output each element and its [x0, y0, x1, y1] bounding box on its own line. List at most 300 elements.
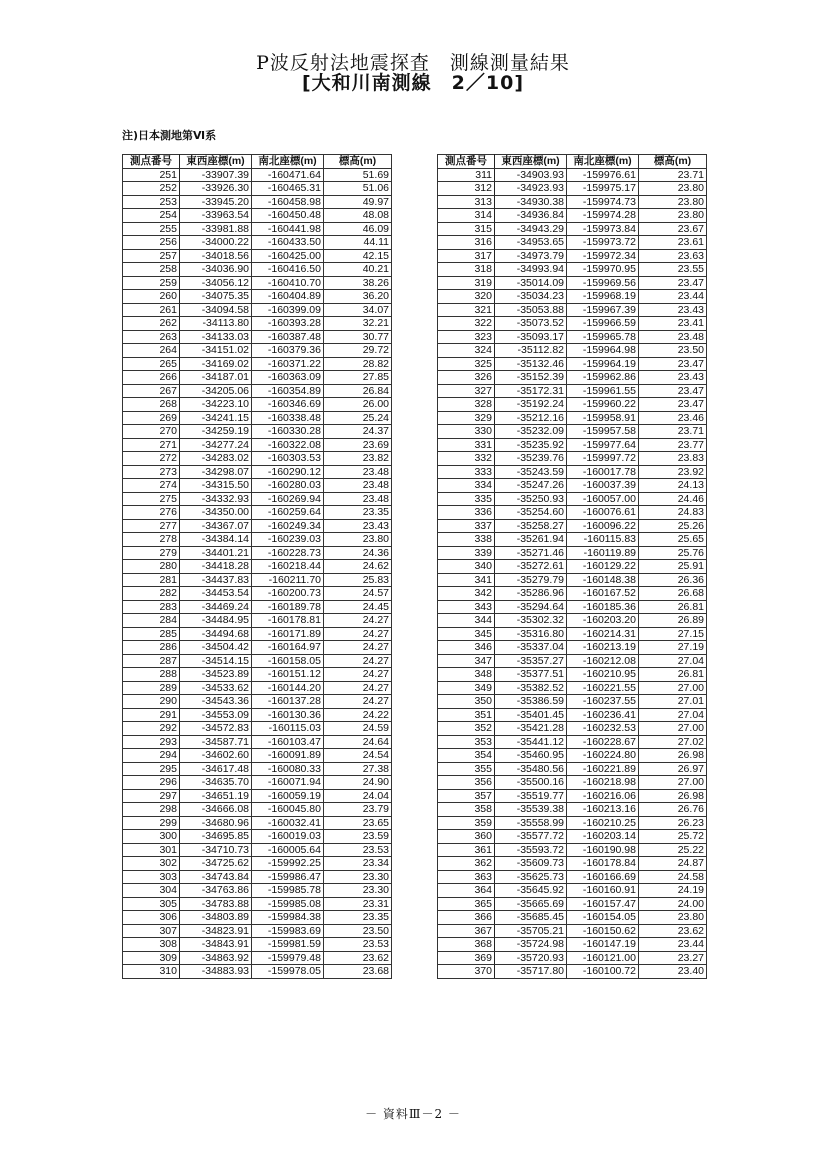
cell-east-west: -34803.89 [180, 911, 252, 925]
cell-point-number: 336 [438, 506, 495, 520]
cell-point-number: 356 [438, 776, 495, 790]
cell-point-number: 283 [123, 600, 180, 614]
cell-east-west: -34533.62 [180, 681, 252, 695]
cell-north-south: -160322.08 [252, 438, 324, 452]
cell-east-west: -34763.86 [180, 884, 252, 898]
cell-north-south: -160416.50 [252, 263, 324, 277]
table-row [438, 317, 707, 331]
cell-east-west: -35053.88 [495, 303, 567, 317]
table-row [123, 884, 392, 898]
cell-east-west: -35279.79 [495, 573, 567, 587]
cell-elevation: 24.59 [324, 722, 392, 736]
cell-point-number: 298 [123, 803, 180, 817]
cell-north-south: -160129.22 [567, 560, 639, 574]
table-row [438, 344, 707, 358]
cell-point-number: 253 [123, 195, 180, 209]
cell-point-number: 280 [123, 560, 180, 574]
table-row [438, 897, 707, 911]
cell-elevation: 30.77 [324, 330, 392, 344]
cell-north-south: -160119.89 [567, 546, 639, 560]
cell-point-number: 255 [123, 222, 180, 236]
table-row [123, 357, 392, 371]
cell-point-number: 261 [123, 303, 180, 317]
cell-north-south: -160387.48 [252, 330, 324, 344]
table-row [438, 425, 707, 439]
table-row [123, 587, 392, 601]
cell-east-west: -35034.23 [495, 290, 567, 304]
cell-north-south: -160338.48 [252, 411, 324, 425]
cell-east-west: -33907.39 [180, 168, 252, 182]
cell-north-south: -160059.19 [252, 789, 324, 803]
cell-east-west: -35112.82 [495, 344, 567, 358]
cell-north-south: -160249.34 [252, 519, 324, 533]
table-row [123, 857, 392, 871]
cell-point-number: 360 [438, 830, 495, 844]
cell-elevation: 23.47 [639, 357, 707, 371]
cell-north-south: -160005.64 [252, 843, 324, 857]
cell-east-west: -34635.70 [180, 776, 252, 790]
cell-north-south: -160203.20 [567, 614, 639, 628]
cell-east-west: -35720.93 [495, 951, 567, 965]
cell-elevation: 24.27 [324, 668, 392, 682]
table-row [438, 438, 707, 452]
cell-north-south: -159973.84 [567, 222, 639, 236]
cell-point-number: 350 [438, 695, 495, 709]
cell-north-south: -159974.73 [567, 195, 639, 209]
cell-north-south: -160228.73 [252, 546, 324, 560]
cell-east-west: -35724.98 [495, 938, 567, 952]
cell-elevation: 38.26 [324, 276, 392, 290]
cell-east-west: -34418.28 [180, 560, 252, 574]
cell-point-number: 312 [438, 182, 495, 196]
cell-elevation: 23.61 [639, 236, 707, 250]
table-row [438, 951, 707, 965]
cell-north-south: -159967.39 [567, 303, 639, 317]
cell-east-west: -34332.93 [180, 492, 252, 506]
cell-elevation: 26.97 [639, 762, 707, 776]
cell-elevation: 23.80 [639, 209, 707, 223]
cell-east-west: -35337.04 [495, 641, 567, 655]
table-row [438, 533, 707, 547]
cell-elevation: 23.59 [324, 830, 392, 844]
cell-elevation: 23.43 [639, 303, 707, 317]
table-row [123, 614, 392, 628]
table-row [438, 681, 707, 695]
table-row [438, 668, 707, 682]
cell-elevation: 26.98 [639, 789, 707, 803]
cell-east-west: -34572.83 [180, 722, 252, 736]
table-row [123, 303, 392, 317]
table-row [438, 789, 707, 803]
cell-elevation: 23.71 [639, 425, 707, 439]
cell-east-west: -35212.16 [495, 411, 567, 425]
table-row [438, 222, 707, 236]
cell-east-west: -35294.64 [495, 600, 567, 614]
cell-elevation: 24.58 [639, 870, 707, 884]
cell-elevation: 26.81 [639, 600, 707, 614]
cell-elevation: 23.62 [639, 924, 707, 938]
cell-east-west: -35539.38 [495, 803, 567, 817]
cell-east-west: -34401.21 [180, 546, 252, 560]
cell-north-south: -160237.55 [567, 695, 639, 709]
cell-elevation: 27.04 [639, 654, 707, 668]
table-row [123, 708, 392, 722]
cell-elevation: 23.47 [639, 276, 707, 290]
cell-east-west: -34056.12 [180, 276, 252, 290]
cell-north-south: -160158.05 [252, 654, 324, 668]
cell-point-number: 259 [123, 276, 180, 290]
cell-north-south: -159958.91 [567, 411, 639, 425]
cell-east-west: -34036.90 [180, 263, 252, 277]
table-row [123, 924, 392, 938]
table-row [438, 587, 707, 601]
cell-elevation: 23.47 [639, 384, 707, 398]
cell-north-south: -160458.98 [252, 195, 324, 209]
cell-elevation: 28.82 [324, 357, 392, 371]
cell-point-number: 333 [438, 465, 495, 479]
table-row [123, 465, 392, 479]
cell-point-number: 266 [123, 371, 180, 385]
cell-north-south: -159964.19 [567, 357, 639, 371]
cell-east-west: -34710.73 [180, 843, 252, 857]
table-row [123, 762, 392, 776]
table-row [438, 762, 707, 776]
cell-north-south: -160185.36 [567, 600, 639, 614]
cell-elevation: 51.06 [324, 182, 392, 196]
table-row [438, 492, 707, 506]
cell-north-south: -160032.41 [252, 816, 324, 830]
table-row [123, 425, 392, 439]
cell-point-number: 315 [438, 222, 495, 236]
cell-north-south: -159973.72 [567, 236, 639, 250]
table-row [123, 492, 392, 506]
cell-point-number: 304 [123, 884, 180, 898]
cell-east-west: -35132.46 [495, 357, 567, 371]
cell-point-number: 310 [123, 965, 180, 979]
table-row [438, 560, 707, 574]
cell-north-south: -159977.64 [567, 438, 639, 452]
cell-point-number: 293 [123, 735, 180, 749]
cell-east-west: -35152.39 [495, 371, 567, 385]
cell-east-west: -35421.28 [495, 722, 567, 736]
cell-point-number: 270 [123, 425, 180, 439]
cell-north-south: -159984.38 [252, 911, 324, 925]
table-row [123, 317, 392, 331]
header-elevation: 標高(m) [639, 155, 707, 169]
cell-point-number: 366 [438, 911, 495, 925]
cell-east-west: -33926.30 [180, 182, 252, 196]
cell-north-south: -159968.19 [567, 290, 639, 304]
cell-point-number: 341 [438, 573, 495, 587]
cell-elevation: 24.64 [324, 735, 392, 749]
cell-north-south: -160211.70 [252, 573, 324, 587]
table-row [123, 276, 392, 290]
cell-elevation: 23.43 [324, 519, 392, 533]
cell-east-west: -34823.91 [180, 924, 252, 938]
cell-north-south: -160303.53 [252, 452, 324, 466]
cell-north-south: -160164.97 [252, 641, 324, 655]
cell-elevation: 24.27 [324, 681, 392, 695]
cell-north-south: -159960.22 [567, 398, 639, 412]
cell-north-south: -159985.78 [252, 884, 324, 898]
table-row [438, 965, 707, 979]
survey-table-right [437, 154, 707, 979]
cell-east-west: -34553.09 [180, 708, 252, 722]
cell-point-number: 294 [123, 749, 180, 763]
cell-north-south: -159972.34 [567, 249, 639, 263]
cell-north-south: -160410.70 [252, 276, 324, 290]
cell-point-number: 334 [438, 479, 495, 493]
header-north-south: 南北座標(m) [252, 155, 324, 169]
cell-north-south: -160148.38 [567, 573, 639, 587]
table-row [123, 951, 392, 965]
cell-east-west: -35357.27 [495, 654, 567, 668]
cell-point-number: 292 [123, 722, 180, 736]
cell-east-west: -34094.58 [180, 303, 252, 317]
cell-point-number: 263 [123, 330, 180, 344]
cell-east-west: -34666.08 [180, 803, 252, 817]
cell-east-west: -34617.48 [180, 762, 252, 776]
header-point-number: 測点番号 [123, 155, 180, 169]
cell-point-number: 343 [438, 600, 495, 614]
cell-elevation: 26.98 [639, 749, 707, 763]
cell-north-south: -160171.89 [252, 627, 324, 641]
cell-east-west: -34367.07 [180, 519, 252, 533]
table-row [123, 830, 392, 844]
cell-elevation: 23.50 [324, 924, 392, 938]
cell-east-west: -34543.36 [180, 695, 252, 709]
table-row [123, 398, 392, 412]
table-row [123, 168, 392, 182]
table-row [123, 344, 392, 358]
cell-elevation: 25.22 [639, 843, 707, 857]
table-row [438, 249, 707, 263]
table-row [438, 303, 707, 317]
cell-east-west: -35254.60 [495, 506, 567, 520]
cell-elevation: 25.24 [324, 411, 392, 425]
cell-east-west: -35609.73 [495, 857, 567, 871]
cell-elevation: 23.27 [639, 951, 707, 965]
cell-point-number: 362 [438, 857, 495, 871]
cell-point-number: 302 [123, 857, 180, 871]
cell-north-south: -160019.03 [252, 830, 324, 844]
table-row [438, 884, 707, 898]
cell-elevation: 23.68 [324, 965, 392, 979]
table-row [123, 519, 392, 533]
cell-point-number: 329 [438, 411, 495, 425]
cell-point-number: 278 [123, 533, 180, 547]
cell-east-west: -34903.93 [495, 168, 567, 182]
cell-north-south: -160151.12 [252, 668, 324, 682]
table-row [438, 695, 707, 709]
cell-north-south: -160354.89 [252, 384, 324, 398]
cell-north-south: -159957.58 [567, 425, 639, 439]
table-row [123, 749, 392, 763]
cell-point-number: 265 [123, 357, 180, 371]
cell-point-number: 322 [438, 317, 495, 331]
cell-elevation: 27.00 [639, 722, 707, 736]
cell-point-number: 287 [123, 654, 180, 668]
cell-north-south: -159964.98 [567, 344, 639, 358]
cell-elevation: 24.45 [324, 600, 392, 614]
cell-east-west: -34602.60 [180, 749, 252, 763]
cell-point-number: 368 [438, 938, 495, 952]
cell-point-number: 321 [438, 303, 495, 317]
cell-east-west: -34725.62 [180, 857, 252, 871]
cell-north-south: -159986.47 [252, 870, 324, 884]
cell-east-west: -35232.09 [495, 425, 567, 439]
cell-elevation: 23.69 [324, 438, 392, 452]
cell-elevation: 23.43 [639, 371, 707, 385]
cell-elevation: 26.81 [639, 668, 707, 682]
cell-north-south: -160363.09 [252, 371, 324, 385]
cell-east-west: -34953.65 [495, 236, 567, 250]
table-row [438, 843, 707, 857]
cell-east-west: -34384.14 [180, 533, 252, 547]
cell-point-number: 319 [438, 276, 495, 290]
table-row [438, 641, 707, 655]
cell-east-west: -34241.15 [180, 411, 252, 425]
cell-elevation: 23.35 [324, 911, 392, 925]
table-row [438, 938, 707, 952]
table-row [438, 330, 707, 344]
cell-north-south: -160017.78 [567, 465, 639, 479]
cell-elevation: 25.76 [639, 546, 707, 560]
cell-north-south: -160471.64 [252, 168, 324, 182]
cell-point-number: 323 [438, 330, 495, 344]
cell-north-south: -160224.80 [567, 749, 639, 763]
table-row [438, 506, 707, 520]
cell-point-number: 370 [438, 965, 495, 979]
table-row [123, 209, 392, 223]
cell-east-west: -35382.52 [495, 681, 567, 695]
cell-elevation: 26.36 [639, 573, 707, 587]
cell-north-south: -160212.08 [567, 654, 639, 668]
cell-point-number: 309 [123, 951, 180, 965]
cell-elevation: 23.77 [639, 438, 707, 452]
table-row [438, 546, 707, 560]
cell-point-number: 318 [438, 263, 495, 277]
cell-point-number: 361 [438, 843, 495, 857]
cell-elevation: 23.80 [639, 911, 707, 925]
survey-table-left [122, 154, 392, 979]
table-header-row [123, 155, 392, 169]
cell-east-west: -35073.52 [495, 317, 567, 331]
cell-north-south: -160269.94 [252, 492, 324, 506]
cell-north-south: -160210.95 [567, 668, 639, 682]
cell-elevation: 23.41 [639, 317, 707, 331]
cell-elevation: 48.08 [324, 209, 392, 223]
cell-east-west: -35247.26 [495, 479, 567, 493]
cell-point-number: 347 [438, 654, 495, 668]
cell-east-west: -35441.12 [495, 735, 567, 749]
cell-point-number: 284 [123, 614, 180, 628]
cell-point-number: 286 [123, 641, 180, 655]
cell-north-south: -160166.69 [567, 870, 639, 884]
cell-point-number: 291 [123, 708, 180, 722]
table-row [438, 803, 707, 817]
cell-east-west: -35271.46 [495, 546, 567, 560]
table-row [123, 506, 392, 520]
cell-elevation: 23.65 [324, 816, 392, 830]
cell-north-south: -160037.39 [567, 479, 639, 493]
cell-elevation: 23.31 [324, 897, 392, 911]
cell-north-south: -160157.47 [567, 897, 639, 911]
cell-elevation: 27.02 [639, 735, 707, 749]
cell-north-south: -160280.03 [252, 479, 324, 493]
cell-east-west: -34923.93 [495, 182, 567, 196]
cell-east-west: -35014.09 [495, 276, 567, 290]
cell-east-west: -35316.80 [495, 627, 567, 641]
cell-east-west: -34587.71 [180, 735, 252, 749]
cell-north-south: -159975.17 [567, 182, 639, 196]
cell-point-number: 313 [438, 195, 495, 209]
cell-east-west: -33963.54 [180, 209, 252, 223]
table-row [123, 546, 392, 560]
cell-elevation: 23.62 [324, 951, 392, 965]
cell-north-south: -160218.44 [252, 560, 324, 574]
cell-elevation: 27.04 [639, 708, 707, 722]
cell-east-west: -35250.93 [495, 492, 567, 506]
cell-north-south: -160213.19 [567, 641, 639, 655]
cell-point-number: 274 [123, 479, 180, 493]
table-row [123, 371, 392, 385]
cell-point-number: 268 [123, 398, 180, 412]
cell-point-number: 285 [123, 627, 180, 641]
cell-east-west: -35480.56 [495, 762, 567, 776]
cell-east-west: -35093.17 [495, 330, 567, 344]
table-row [123, 195, 392, 209]
table-row [123, 263, 392, 277]
cell-north-south: -160399.09 [252, 303, 324, 317]
cell-north-south: -159969.56 [567, 276, 639, 290]
cell-point-number: 342 [438, 587, 495, 601]
cell-point-number: 303 [123, 870, 180, 884]
cell-east-west: -34453.54 [180, 587, 252, 601]
table-row [438, 614, 707, 628]
table-row [438, 776, 707, 790]
cell-elevation: 23.53 [324, 938, 392, 952]
cell-east-west: -34514.15 [180, 654, 252, 668]
cell-north-south: -160379.36 [252, 344, 324, 358]
table-row [438, 452, 707, 466]
table-row [123, 600, 392, 614]
cell-east-west: -34169.02 [180, 357, 252, 371]
table-row [438, 870, 707, 884]
cell-elevation: 23.40 [639, 965, 707, 979]
table-row [123, 290, 392, 304]
cell-elevation: 23.50 [639, 344, 707, 358]
cell-north-south: -159997.72 [567, 452, 639, 466]
cell-east-west: -34843.91 [180, 938, 252, 952]
cell-point-number: 332 [438, 452, 495, 466]
cell-elevation: 24.54 [324, 749, 392, 763]
cell-east-west: -34205.06 [180, 384, 252, 398]
cell-north-south: -160147.19 [567, 938, 639, 952]
cell-elevation: 25.72 [639, 830, 707, 844]
cell-elevation: 26.23 [639, 816, 707, 830]
cell-point-number: 264 [123, 344, 180, 358]
cell-east-west: -33981.88 [180, 222, 252, 236]
cell-elevation: 26.00 [324, 398, 392, 412]
cell-east-west: -34223.10 [180, 398, 252, 412]
cell-east-west: -33945.20 [180, 195, 252, 209]
cell-point-number: 354 [438, 749, 495, 763]
table-row [438, 384, 707, 398]
table-row [123, 654, 392, 668]
cell-elevation: 23.44 [639, 290, 707, 304]
cell-point-number: 364 [438, 884, 495, 898]
